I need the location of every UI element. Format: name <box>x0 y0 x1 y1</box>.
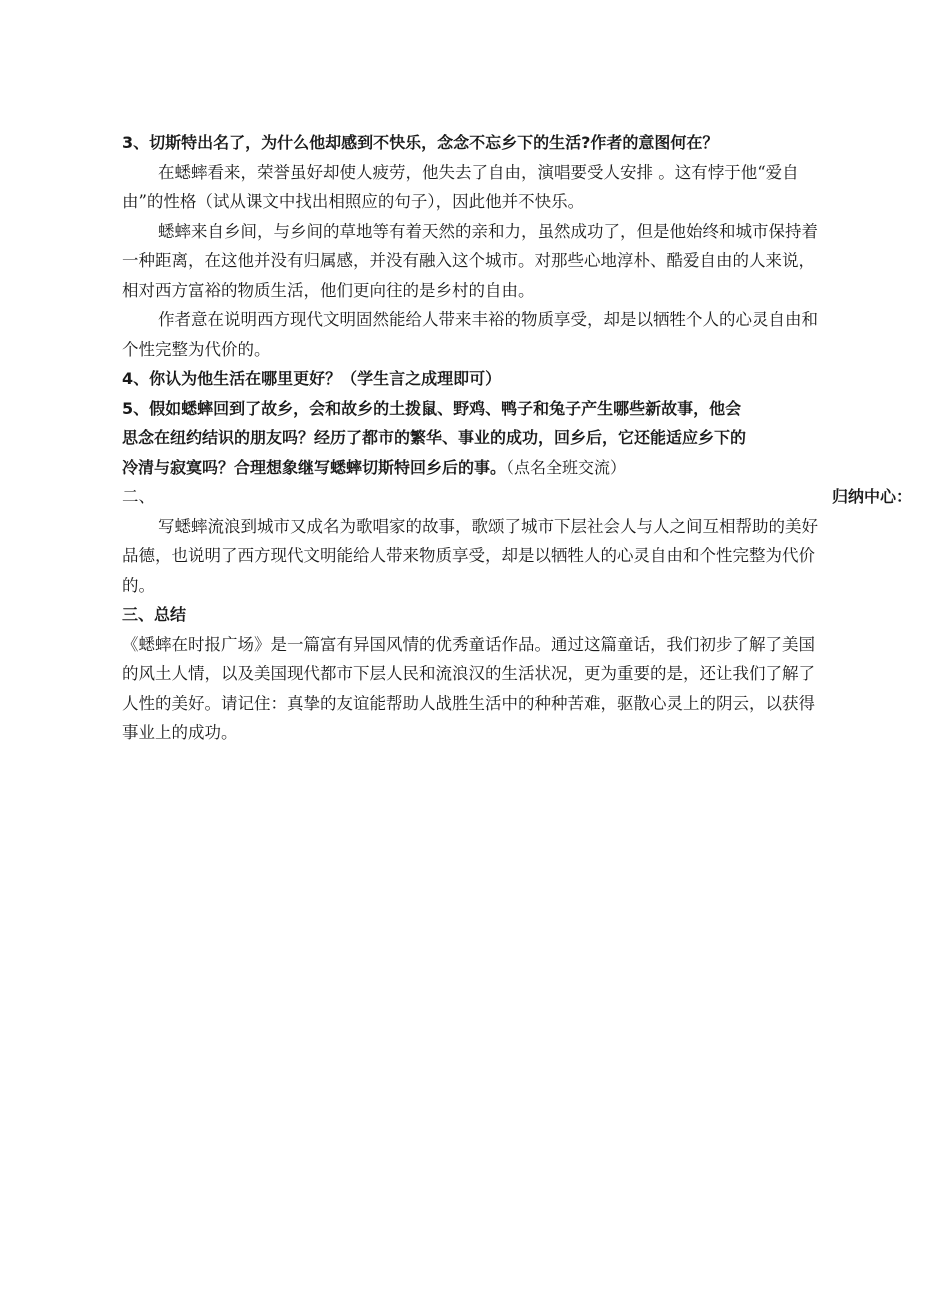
question-3-title: 3、切斯特出名了，为什么他却感到不快乐，念念不忘乡下的生活?作者的意图何在？ <box>122 133 719 152</box>
section-3-paragraph: 《蟋蟀在时报广场》是一篇富有异国风情的优秀童话作品。通过这篇童话，我们初步了解了美国的风土人情，以及美国现代都市下层人民和流浪汉的生活状况，更为重要的是，还让我们了解了人性的美好。请记住：真挚的友谊能帮助人战胜生活中的种种苦难，驱散心灵上的阴云，以获得事业上的成功。 <box>122 634 815 742</box>
section-2-number: 二、 <box>122 487 155 506</box>
question-5-line-3 <box>122 453 912 483</box>
section-2-header <box>122 482 912 512</box>
question-5-line-1: 5、假如蟋蟀回到了故乡，会和故乡的土拨鼠、野鸡、鸭子和兔子产生哪些新故事，他会 <box>122 398 742 418</box>
document-page <box>122 128 912 748</box>
question-3-answer-paragraph-3: 作者意在说明西方现代文明固然能给人带来丰裕的物质享受，却是以牺牲个人的心灵自由和个性完整为代价的。 <box>122 310 818 359</box>
question-5-note: （点名全班交流） <box>506 457 627 477</box>
question-4-title: 4、你认为他生活在哪里更好？（学生言之成理即可） <box>122 369 502 388</box>
question-3-answer-paragraph-2: 蟋蟀来自乡间，与乡间的草地等有着天然的亲和力，虽然成功了，但是他始终和城市保持着一种距离，在这他并没有归属感，并没有融入这个城市。对那些心地淳朴、酷爱自由的人来说，相对西方富裕的物质生活，他们更向往的是乡村的自由。 <box>122 221 818 300</box>
question-5-line-2: 思念在纽约结识的朋友吗？经历了都市的繁华、事业的成功，回乡后，它还能适应乡下的 <box>122 428 747 447</box>
section-3-heading: 三、总结 <box>122 605 187 624</box>
section-2-label: 归纳中心： <box>831 487 912 506</box>
question-3-answer-paragraph-1: 在蟋蟀看来，荣誉虽好却使人疲劳，他失去了自由，演唱要受人安排 。这有悖于他“爱自由”的性格（试从课文中找出相照应的句子），因此他并不快乐。 <box>122 162 799 211</box>
section-2-paragraph: 写蟋蟀流浪到城市又成名为歌唱家的故事，歌颂了城市下层社会人与人之间互相帮助的美好品德，也说明了西方现代文明能给人带来物质享受，却是以牺牲人的心灵自由和个性完整为代价的。 <box>122 516 818 595</box>
question-5-line-3-text: 冷清与寂寞吗？合理想象继写蟋蟀切斯特回乡后的事。 <box>122 457 507 477</box>
